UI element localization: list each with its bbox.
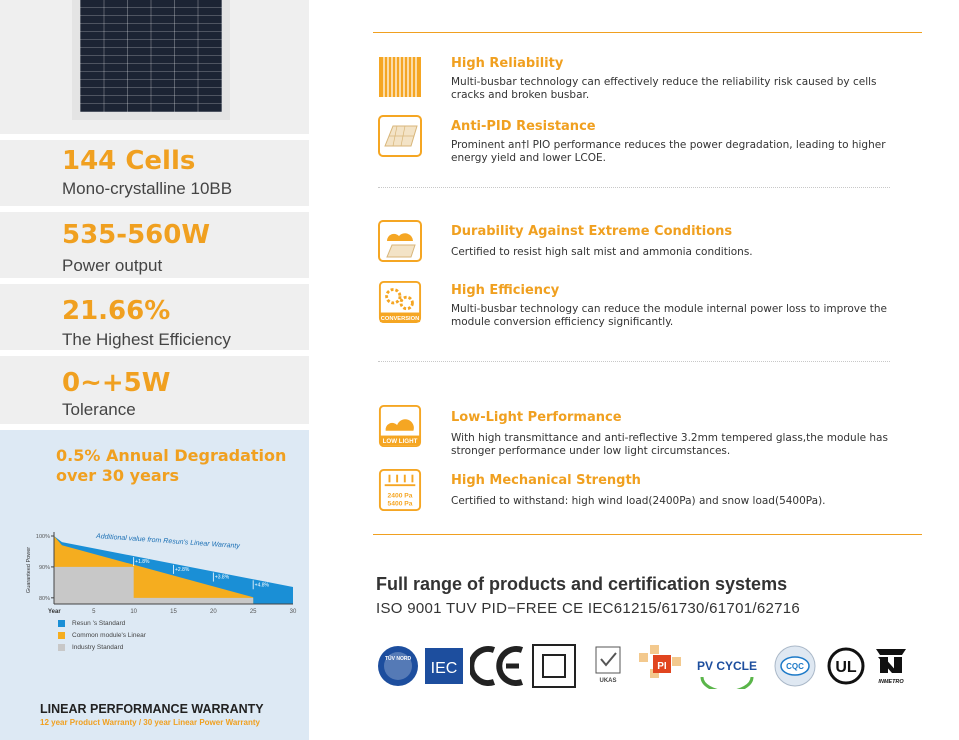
icon-caption: LOW LIGHT [382, 438, 418, 446]
left-column [0, 0, 309, 740]
low-light-icon [377, 404, 423, 448]
cqc-logo-icon [772, 643, 818, 689]
feature-title: Durability Against Extreme Conditions [451, 224, 733, 239]
y-tick-label: 90% [38, 564, 50, 571]
class-ii-icon [531, 643, 577, 689]
certifications-list: ISO 9001 TUV PID−FREE CE IEC61215/61730/61701/62716 [376, 600, 801, 617]
x-tick-label: 15 [170, 609, 177, 615]
certifications-title: Full range of products and certification systems [376, 574, 788, 594]
load-icon [377, 468, 423, 512]
spec-label: Power output [62, 256, 163, 275]
top-divider [373, 32, 922, 33]
legend-item [58, 629, 146, 641]
x-tick-label: 30 [289, 609, 297, 615]
degradation-title: 0.5% Annual Degradation over 30 years [56, 446, 287, 485]
x-axis-label: Year [48, 609, 61, 615]
icon-caption: 5400 Pa [387, 500, 413, 508]
legend-item [58, 617, 146, 629]
warranty-chart [0, 520, 309, 620]
feature-title: High Efficiency [451, 283, 560, 298]
warranty-panel [0, 430, 309, 740]
anti-pid-icon [377, 114, 423, 158]
gain-label: +2.8% [175, 566, 190, 573]
spec-value: 0~+5W [62, 368, 171, 398]
feature-title: Anti-PID Resistance [451, 119, 596, 134]
icon-caption: CONVERSION [380, 316, 420, 323]
feature-desc: Certified to resist high salt mist and ammonia conditions. [451, 246, 753, 258]
legend-swatch [58, 620, 65, 627]
pv-cycle-logo-icon [690, 643, 764, 689]
spec-tolerance [0, 356, 309, 424]
chart-legend [58, 617, 146, 653]
spec-efficiency [0, 284, 309, 350]
feature-desc: Multi-busbar technology can reduce the module internal power loss to improve the module conversion efficiency significantly. [451, 303, 888, 328]
gears-icon [377, 280, 423, 324]
svg-text:CQC: CQC [786, 662, 804, 671]
warranty-footer-title: LINEAR PERFORMANCE WARRANTY [40, 702, 264, 716]
legend-label: Common module's Linear [72, 631, 146, 639]
x-tick-label: 20 [209, 609, 217, 615]
x-tick-label: 10 [130, 609, 138, 615]
feature-title: High Mechanical Strength [451, 473, 641, 488]
svg-text:PV CYCLE: PV CYCLE [696, 659, 758, 673]
legend-label: Resun 's Standard [72, 619, 126, 627]
ce-logo-icon [470, 643, 526, 689]
svg-text:PI: PI [657, 661, 667, 672]
y-tick-label: 100% [35, 534, 50, 540]
pi-logo-icon [637, 643, 683, 689]
svg-text:INMETRO: INMETRO [878, 679, 904, 685]
inmetro-logo-icon [872, 643, 910, 689]
spec-label: Mono-crystalline 10BB [62, 179, 233, 198]
y-axis-label: Guaranteed Power [26, 546, 32, 594]
feature-desc: With high transmittance and anti-reflective 3.2mm tempered glass,the module has stronger performance under low light circumstances. [451, 432, 888, 457]
ukas-logo-icon [590, 643, 626, 689]
legend-label: Industry Standard [72, 643, 124, 651]
busbar-icon [377, 55, 423, 99]
feature-desc: Multi-busbar technology can effectively reduce the reliability risk caused by cells cracks and broken busbar. [451, 76, 877, 101]
tuv-nord-logo-icon [376, 643, 420, 689]
module-panel [0, 0, 309, 134]
warranty-footer-subtitle: 12 year Product Warranty / 30 year Linear Power Warranty [40, 718, 260, 727]
spec-label: The Highest Efficiency [62, 330, 231, 349]
spec-value: 144 Cells [62, 146, 196, 176]
spec-power [0, 212, 309, 278]
spec-value: 535-560W [62, 220, 211, 250]
gain-label: +4.8% [254, 582, 269, 589]
icon-caption: 2400 Pa [387, 492, 413, 500]
svg-text:IEC: IEC [430, 660, 458, 677]
feature-desc: Prominent an†l PIO performance reduces the power degradation, leading to higher energy yield and lower LCOE. [451, 139, 886, 164]
feature-title: High Reliability [451, 56, 564, 71]
svg-text:TÜV NORD: TÜV NORD [384, 656, 412, 662]
section-divider [378, 187, 890, 188]
feature-title: Low-Light Performance [451, 410, 622, 425]
svg-text:UL: UL [835, 659, 857, 676]
spec-label: Tolerance [62, 400, 136, 419]
legend-item [58, 641, 146, 653]
feature-desc: Certified to withstand: high wind load(2400Pa) and snow load(5400Pa). [451, 495, 826, 507]
section-divider [378, 361, 890, 362]
x-tick-label: 5 [92, 609, 96, 615]
gain-label: +1.8% [135, 559, 150, 566]
legend-swatch [58, 644, 65, 651]
gain-label: +3.8% [214, 574, 230, 581]
spec-cells [0, 140, 309, 206]
svg-text:UKAS: UKAS [599, 678, 617, 684]
y-tick-label: 80% [38, 595, 50, 602]
spec-value: 21.66% [62, 296, 171, 326]
durability-icon [377, 219, 423, 263]
bottom-divider [373, 534, 922, 535]
x-tick-label: 25 [249, 609, 257, 615]
chart-annotation: Additional value from Resun's Linear Warranty [95, 533, 240, 551]
iec-logo-icon [424, 643, 464, 689]
solar-module-image [72, 0, 230, 120]
legend-swatch [58, 632, 65, 639]
ul-logo-icon [826, 643, 866, 689]
